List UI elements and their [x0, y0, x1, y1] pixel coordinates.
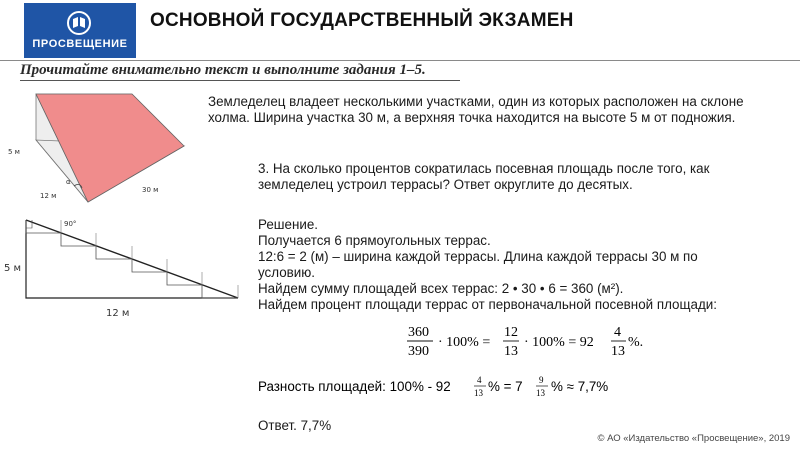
page-title: ОСНОВНОЙ ГОСУДАРСТВЕННЫЙ ЭКЗАМЕН: [150, 10, 574, 31]
answer-text: Ответ. 7,7%: [258, 418, 332, 433]
formula-mid2: · 100% = 92: [524, 335, 594, 350]
mixed-numerator: 4: [614, 325, 621, 340]
fig1-slope-label: 30 м: [142, 186, 159, 194]
fig2-angle-label: 90°: [64, 220, 77, 228]
diff-b-denominator: 13: [536, 388, 545, 398]
frac2-denominator: 13: [504, 344, 518, 359]
header-divider: [0, 60, 800, 61]
fig1-height-label: 5 м: [8, 148, 20, 156]
diff-tail: % ≈ 7,7%: [551, 379, 609, 394]
task-instruction: Прочитайте внимательно текст и выполните задания 1–5.: [20, 62, 426, 78]
solution-heading: Решение.: [258, 217, 319, 232]
diff-b-numerator: 9: [539, 375, 544, 385]
fig2-base-label: 12 м: [106, 308, 130, 319]
problem-text: Земледелец владеет несколькими участками, один из которых расположен на склоне холма. Ширина участка 30 м, а верхняя точка находится на высоте 5 м от подножия.: [208, 94, 744, 125]
frac1-denominator: 390: [408, 344, 429, 359]
difference-formula: [258, 372, 688, 402]
fig2-height-label: 5 м: [4, 263, 22, 274]
percent-formula: [406, 322, 666, 360]
frac2-numerator: 12: [504, 325, 518, 340]
solution-line: Получается 6 прямоугольных террас.: [258, 233, 491, 248]
solution-block: [258, 217, 788, 313]
diff-a-denominator: 13: [474, 388, 483, 398]
fig1-base-label: 12 м: [40, 192, 57, 200]
book-emblem-icon: [66, 10, 92, 36]
question-text: 3. На сколько процентов сократилась посевная площадь после того, как земледелец устроил террасы? Ответ округлите до десятых.: [258, 161, 710, 192]
solution-line: Найдем сумму площадей всех террас: 2 • 30 • 6 = 360 (м²).: [258, 281, 624, 296]
figure-hill-slope: [2, 84, 202, 210]
logo-text: ПРОСВЕЩЕНИЕ: [32, 38, 128, 50]
fig1-angle-label: α: [66, 178, 71, 186]
solution-line: Найдем процент площади террас от первоначальной посевной площади:: [258, 297, 717, 312]
difference-label: Разность площадей: 100% - 92: [258, 379, 451, 394]
mixed-denominator: 13: [611, 344, 625, 359]
figure-terraces: [2, 214, 247, 320]
solution-line: условию.: [258, 265, 316, 280]
formula-mid: · 100% =: [438, 335, 491, 350]
solution-line: 12:6 = 2 (м) – ширина каждой террасы. Длина каждой террасы 30 м по: [258, 249, 698, 264]
formula-end: %.: [628, 335, 644, 350]
copyright-notice: © АО «Издательство «Просвещение», 2019: [597, 433, 790, 444]
instruction-underline: [20, 80, 460, 81]
diff-equals: % = 7: [488, 379, 523, 394]
diff-a-numerator: 4: [477, 375, 482, 385]
frac1-numerator: 360: [408, 325, 429, 340]
